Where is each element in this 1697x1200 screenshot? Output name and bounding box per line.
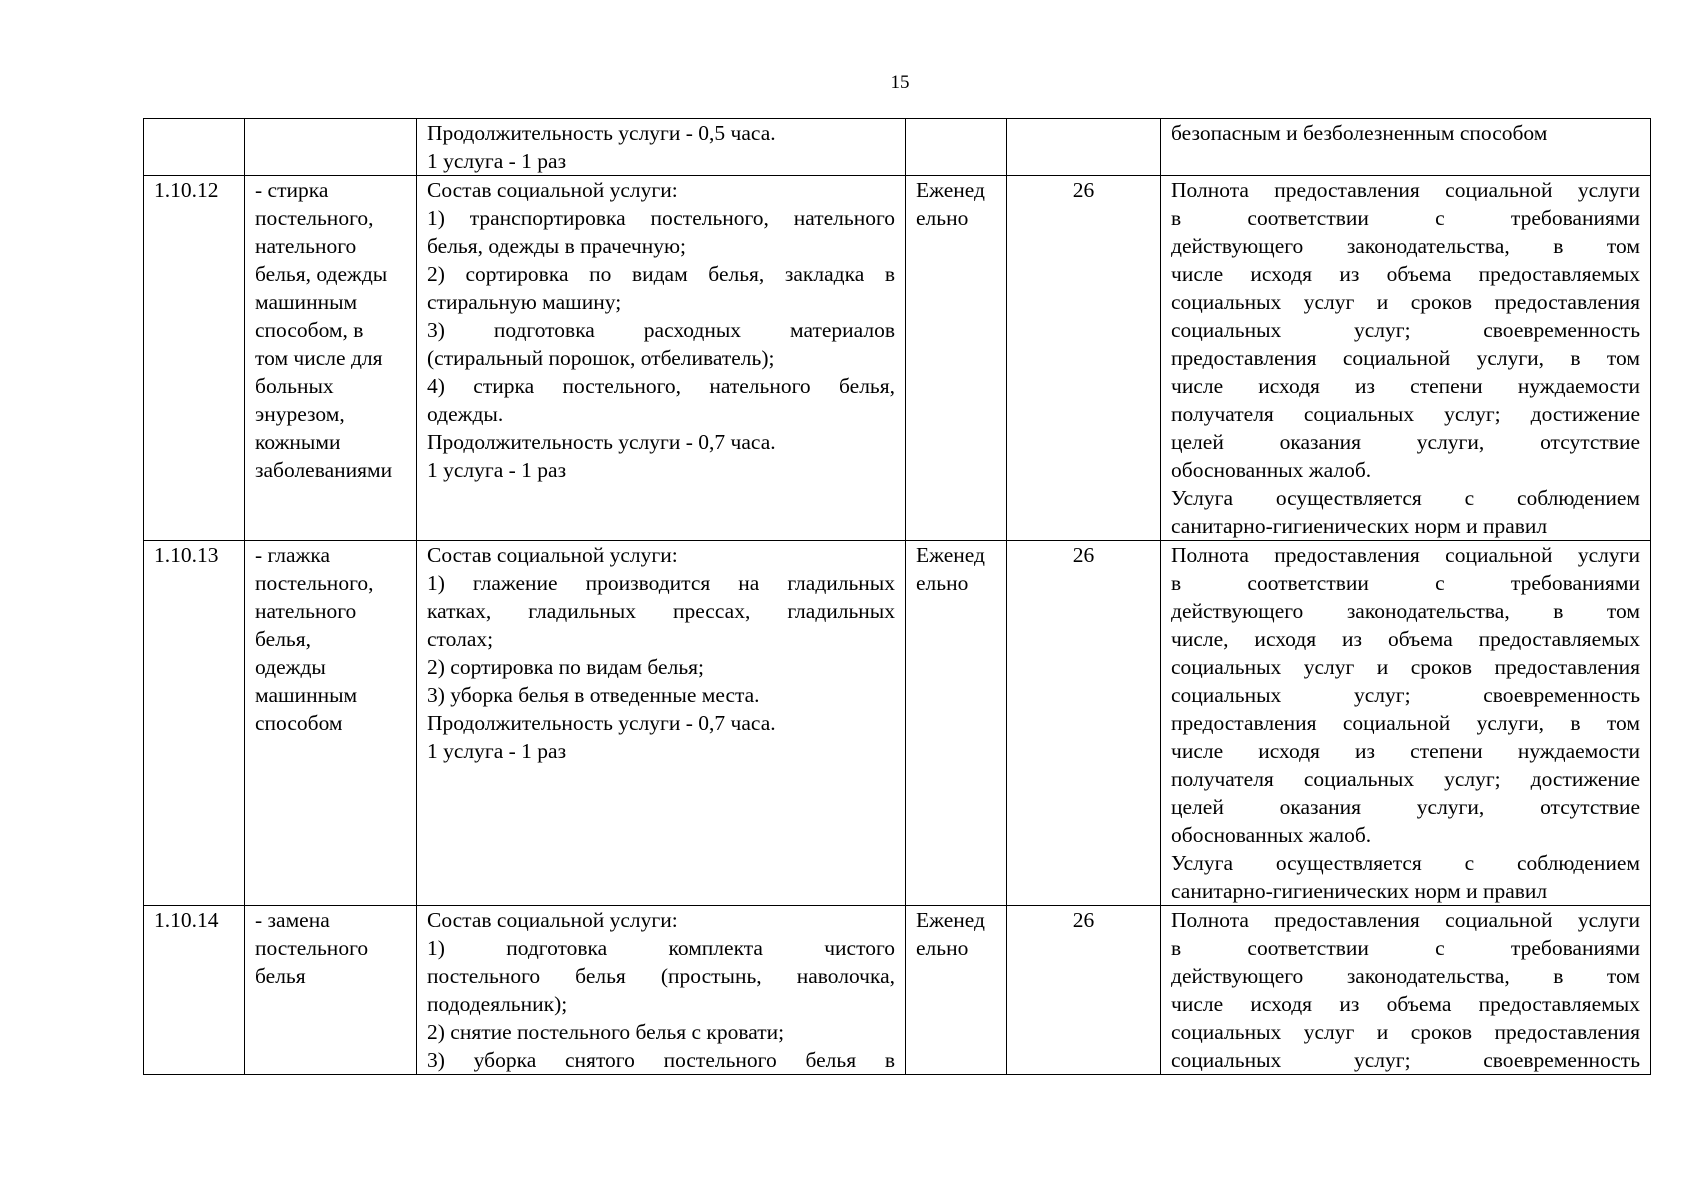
description-line: Состав социальной услуги: — [427, 178, 678, 202]
quality-line: числе исходя из степени нуждаемости — [1171, 374, 1640, 398]
description-line: 1) транспортировка постельного, нательного — [427, 206, 895, 230]
quality-line: числе исходя из объема предоставляемых — [1171, 262, 1640, 286]
quality-line: числе исходя из степени нуждаемости — [1171, 739, 1640, 763]
service-name-line: - глажка — [255, 543, 331, 567]
quality-line: предоставления социальной услуги, в том — [1171, 346, 1640, 370]
description-line: одежды. — [427, 402, 504, 426]
description-line: 3) уборка снятого постельного белья в — [427, 1048, 895, 1072]
quality-line: Полнота предоставления социальной услуги — [1171, 543, 1640, 567]
description-line: 1) глажение производится на гладильных — [427, 571, 895, 595]
quality-line: предоставления социальной услуги, в том — [1171, 711, 1640, 735]
description-line: Продолжительность услуги - 0,7 часа. — [427, 430, 776, 454]
quality-indicators-cell — [1161, 906, 1651, 1075]
description-line: Продолжительность услуги - 0,7 часа. — [427, 711, 776, 735]
page-number: 15 — [890, 72, 910, 93]
service-name-line: заболеваниями — [255, 458, 393, 482]
service-name-line: - замена — [255, 908, 330, 932]
description-line: стиральную машину; — [427, 290, 622, 314]
description-line: Продолжительность услуги - 0,5 часа. — [427, 121, 776, 145]
description-line: катках, гладильных прессах, гладильных — [427, 599, 895, 623]
description-line: 3) уборка белья в отведенные места. — [427, 683, 760, 707]
description-line: столах; — [427, 627, 494, 651]
service-count-cell — [1007, 541, 1161, 906]
periodicity-line: ельно — [916, 206, 969, 230]
quality-line: целей оказания услуги, отсутствие — [1171, 795, 1640, 819]
service-count-cell — [1007, 119, 1161, 176]
service-count: 26 — [1072, 908, 1095, 932]
service-number-cell — [144, 906, 245, 1075]
service-name-cell — [245, 176, 417, 541]
periodicity-cell — [906, 119, 1007, 176]
periodicity-cell — [906, 176, 1007, 541]
service-number-cell — [144, 541, 245, 906]
description-line: 1 услуга - 1 раз — [427, 458, 567, 482]
quality-line: числе исходя из объема предоставляемых — [1171, 992, 1640, 1016]
service-name-line: кожными — [255, 430, 341, 454]
quality-line: социальных услуг; своевременность — [1171, 683, 1640, 707]
quality-line: в соответствии с требованиями — [1171, 936, 1640, 960]
service-name-line: белья, одежды — [255, 262, 388, 286]
quality-line: Полнота предоставления социальной услуги — [1171, 178, 1640, 202]
service-number-cell — [144, 176, 245, 541]
quality-line: действующего законодательства, в том — [1171, 234, 1640, 258]
service-name-line: белья, — [255, 627, 311, 651]
quality-line: социальных услуг и сроков предоставления — [1171, 1020, 1640, 1044]
quality-indicators-cell — [1161, 176, 1651, 541]
service-name-line: постельного, — [255, 206, 374, 230]
periodicity-cell — [906, 906, 1007, 1075]
description-line: 1 услуга - 1 раз — [427, 149, 567, 173]
service-name-line: постельного, — [255, 571, 374, 595]
quality-line: действующего законодательства, в том — [1171, 964, 1640, 988]
description-line: постельного белья (простынь, наволочка, — [427, 964, 895, 988]
periodicity-line: Еженед — [916, 178, 985, 202]
description-line: Состав социальной услуги: — [427, 543, 678, 567]
quality-line: Услуга осуществляется с соблюдением — [1171, 851, 1640, 875]
quality-line: в соответствии с требованиями — [1171, 206, 1640, 230]
service-number: 1.10.13 — [154, 543, 219, 567]
quality-line: обоснованных жалоб. — [1171, 823, 1372, 847]
service-name-line: машинным — [255, 290, 358, 314]
table-row — [144, 906, 1651, 1075]
service-name-line: нательного — [255, 599, 357, 623]
service-name-line: машинным — [255, 683, 358, 707]
description-line: 2) сортировка по видам белья, закладка в — [427, 262, 895, 286]
service-count: 26 — [1072, 178, 1095, 202]
description-line: 1 услуга - 1 раз — [427, 739, 567, 763]
service-number: 1.10.14 — [154, 908, 219, 932]
quality-line: социальных услуг; своевременность — [1171, 318, 1640, 342]
quality-line: числе, исходя из объема предоставляемых — [1171, 627, 1640, 651]
service-name-line: способом, в — [255, 318, 364, 342]
quality-line: Полнота предоставления социальной услуги — [1171, 908, 1640, 932]
quality-line: получателя социальных услуг; достижение — [1171, 767, 1640, 791]
service-count-cell — [1007, 176, 1161, 541]
quality-line: Услуга осуществляется с соблюдением — [1171, 486, 1640, 510]
quality-line: обоснованных жалоб. — [1171, 458, 1372, 482]
service-description-cell — [417, 541, 906, 906]
service-number: 1.10.12 — [154, 178, 219, 202]
periodicity-line: ельно — [916, 571, 969, 595]
service-name-line: - стирка — [255, 178, 329, 202]
quality-line: в соответствии с требованиями — [1171, 571, 1640, 595]
services-table — [143, 118, 1651, 1075]
service-description-cell — [417, 176, 906, 541]
service-name-line: постельного — [255, 936, 369, 960]
service-count: 26 — [1072, 543, 1095, 567]
service-name-line: белья — [255, 964, 306, 988]
quality-indicators-cell — [1161, 541, 1651, 906]
description-line: белья, одежды в прачечную; — [427, 234, 686, 258]
service-name-cell — [245, 541, 417, 906]
description-line: 3) подготовка расходных материалов — [427, 318, 895, 342]
description-line: Состав социальной услуги: — [427, 908, 678, 932]
periodicity-line: ельно — [916, 936, 969, 960]
service-name-cell — [245, 906, 417, 1075]
quality-line: санитарно-гигиенических норм и правил — [1171, 879, 1548, 903]
service-count-cell — [1007, 906, 1161, 1075]
periodicity-line: Еженед — [916, 908, 985, 932]
service-description-cell — [417, 906, 906, 1075]
quality-line: безопасным и безболезненным способом — [1171, 121, 1548, 145]
description-line: 1) подготовка комплекта чистого — [427, 936, 895, 960]
service-number-cell — [144, 119, 245, 176]
quality-line: социальных услуг и сроков предоставления — [1171, 655, 1640, 679]
quality-line: санитарно-гигиенических норм и правил — [1171, 514, 1548, 538]
quality-line: социальных услуг; своевременность — [1171, 1048, 1640, 1072]
description-line: пододеяльник); — [427, 992, 568, 1016]
description-line: 2) снятие постельного белья с кровати; — [427, 1020, 785, 1044]
quality-indicators-cell — [1161, 119, 1651, 176]
description-line: (стиральный порошок, отбеливатель); — [427, 346, 775, 370]
service-name-line: больных — [255, 374, 334, 398]
table-body — [144, 119, 1651, 1075]
quality-line: действующего законодательства, в том — [1171, 599, 1640, 623]
periodicity-line: Еженед — [916, 543, 985, 567]
quality-line: целей оказания услуги, отсутствие — [1171, 430, 1640, 454]
description-line: 2) сортировка по видам белья; — [427, 655, 704, 679]
service-name-line: способом — [255, 711, 343, 735]
description-line: 4) стирка постельного, нательного белья, — [427, 374, 895, 398]
service-description-cell — [417, 119, 906, 176]
periodicity-cell — [906, 541, 1007, 906]
quality-line: получателя социальных услуг; достижение — [1171, 402, 1640, 426]
service-name-line: том числе для — [255, 346, 383, 370]
service-name-line: энурезом, — [255, 402, 345, 426]
table-row — [144, 176, 1651, 541]
service-name-cell — [245, 119, 417, 176]
table-row — [144, 541, 1651, 906]
table-row — [144, 119, 1651, 176]
quality-line: социальных услуг и сроков предоставления — [1171, 290, 1640, 314]
service-name-line: нательного — [255, 234, 357, 258]
service-name-line: одежды — [255, 655, 326, 679]
